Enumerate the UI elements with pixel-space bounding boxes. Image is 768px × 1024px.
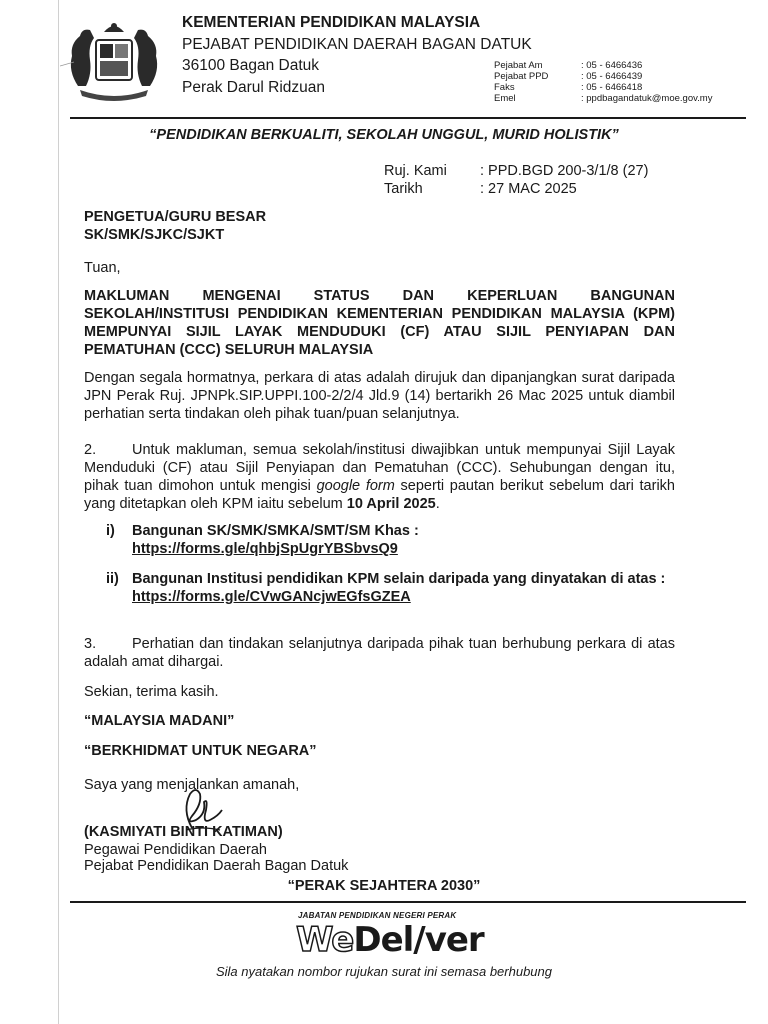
salutation: Tuan, [84, 260, 121, 276]
item-label: Bangunan Institusi pendidikan KPM selain daripada yang dinyatakan di atas : [132, 571, 666, 587]
contact-label: Pejabat PPD [494, 71, 549, 82]
contact-row [494, 71, 712, 82]
item-number: i) [106, 523, 115, 539]
closing-line: Sekian, terima kasih. [84, 684, 219, 700]
logo-deliver: Del/ver [353, 920, 484, 960]
signatory-name: (KASMIYATI BINTI KATIMAN) [84, 824, 283, 840]
motto-madani: “MALAYSIA MADANI” [84, 713, 235, 729]
paragraph-text: seperti pautan berikut sebelum dari tarikh yang ditetapkan oleh KPM iaitu sebelum [84, 478, 675, 512]
deadline-date: 10 April 2025 [346, 496, 436, 512]
google-form-term: google form [316, 478, 395, 494]
subject-heading: MAKLUMAN MENGENAI STATUS DAN KEPERLUAN BANGUNAN SEKOLAH/INSTITUSI PENDIDIKAN KEMENTERIAN PENDIDIKAN MALAYSIA (KPM) MEMPUNYAI SIJIL LAYAK MENDUDUKI (CF) ATAU SIJIL PENYIAPAN DAN PEMATUHAN (CCC) SELURUH MALAYSIA [84, 288, 675, 358]
form-link[interactable]: https://forms.gle/CVwGANcjwEGfsGZEA [132, 589, 411, 605]
paragraph-text: . [435, 496, 440, 512]
signatory-title: Pegawai Pendidikan Daerah [84, 842, 267, 858]
header-divider [70, 117, 746, 119]
footer-department: JABATAN PENDIDIKAN NEGERI PERAK [298, 911, 457, 920]
signatory-office: Pejabat Pendidikan Daerah Bagan Datuk [84, 858, 349, 874]
coat-of-arms-icon [60, 16, 168, 106]
date-label: Tarikh [384, 181, 423, 197]
reference-block [384, 162, 648, 198]
contact-row [494, 60, 712, 71]
form-link[interactable]: https://forms.gle/qhbjSpUgrYBSbvsQ9 [132, 541, 398, 557]
contact-label: Emel [494, 93, 516, 104]
paragraph-1: Dengan segala hormatnya, perkara di atas adalah dirujuk dan dipanjangkan surat daripada JPN Perak Ruj. JPNPk.SIP.UPPI.100-2/2/4 Jld.9 (14) bertarikh 26 Mac 2025 untuk diambil perhatian serta tindakan oleh pihak tuan/puan selanjutnya. [84, 370, 675, 422]
ministry-name: KEMENTERIAN PENDIDIKAN MALAYSIA [182, 14, 481, 31]
recipient [84, 208, 266, 244]
contact-value: : 05 - 6466439 [581, 71, 643, 82]
contact-value: : 05 - 6466436 [581, 60, 643, 71]
education-motto: “PENDIDIKAN BERKUALITI, SEKOLAH UNGGUL, MURID HOLISTIK” [149, 127, 619, 143]
paragraph-text: Untuk makluman, semua sekolah/institusi diwajibkan untuk mempunyai Sijil Layak Menduduki (CF) atau Sijil Penyiapan dan Pematuhan (CCC). Sehubungan dengan itu, pihak tuan dimohon untuk mengisi [84, 442, 675, 494]
date-value: : 27 MAC 2025 [480, 181, 577, 197]
contact-label: Faks [494, 82, 515, 93]
paragraph-number: 3. [84, 636, 97, 652]
reference-label: Ruj. Kami [384, 163, 447, 179]
item-label: Bangunan SK/SMK/SMKA/SMT/SM Khas : [132, 523, 419, 539]
form-item [106, 522, 676, 558]
trust-line: Saya yang menjalankan amanah, [84, 777, 300, 793]
paragraph-3 [84, 635, 675, 671]
contact-row [494, 82, 712, 93]
we-deliver-logo [296, 922, 484, 958]
contact-label: Pejabat Am [494, 60, 543, 71]
paragraph-text: Perhatian dan tindakan selanjutnya daripada pihak tuan berhubung perkara di atas adalah amat dihargai. [84, 636, 675, 670]
footer-note: Sila nyatakan nombor rujukan surat ini semasa berhubung [215, 964, 553, 979]
office-name: PEJABAT PENDIDIKAN DAERAH BAGAN DATUK [182, 35, 532, 53]
contact-value: : 05 - 6466418 [581, 82, 643, 93]
contact-block [494, 60, 712, 104]
footer-divider [70, 901, 746, 903]
reference-value: : PPD.BGD 200-3/1/8 (27) [480, 163, 649, 179]
perak-motto: “PERAK SEJAHTERA 2030” [287, 878, 481, 894]
recipient-line-1: PENGETUA/GURU BESAR [84, 209, 267, 225]
address-line-1: 36100 Bagan Datuk [182, 57, 320, 74]
item-number: ii) [106, 571, 119, 587]
motto-negara: “BERKHIDMAT UNTUK NEGARA” [84, 743, 317, 759]
address-line-2: Perak Darul Ridzuan [182, 78, 326, 96]
letterhead-organization [182, 12, 532, 98]
logo-we: We [296, 920, 354, 960]
recipient-line-2: SK/SMK/SJKC/SJKT [84, 227, 225, 243]
email-link[interactable]: : ppdbagandatuk@moe.gov.my [581, 93, 713, 104]
paragraph-number: 2. [84, 442, 97, 458]
paragraph-2 [84, 441, 675, 513]
form-item [106, 570, 676, 606]
contact-row [494, 93, 712, 104]
